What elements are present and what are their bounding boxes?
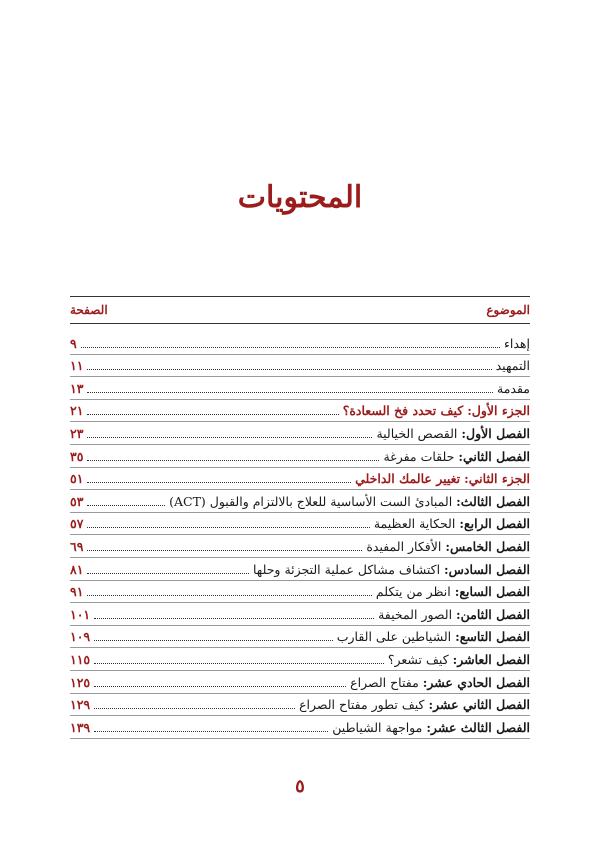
toc-row: [70, 603, 530, 626]
toc-row: [70, 513, 530, 536]
toc-entry-label: [299, 697, 530, 713]
toc-entry-text: كيف تطور مفتاح الصراع: [299, 697, 425, 713]
toc-entry-prefix: الفصل الثاني:: [458, 448, 530, 464]
toc-page-number: ٨١: [70, 561, 84, 577]
toc-row: [70, 332, 530, 355]
toc-entry-label: [374, 516, 530, 532]
toc-entry-text: انظر من يتكلم: [375, 584, 451, 600]
dot-leader: [87, 391, 493, 393]
toc-entry-label: [504, 336, 530, 352]
toc-entry-text: المبادئ الست الأساسية للعلاج بالالتزام والقبول (ACT): [169, 493, 453, 509]
dot-leader: [87, 368, 491, 370]
dot-leader: [94, 617, 374, 619]
toc-entry-label: [169, 494, 530, 510]
toc-entry-text: مقدمة: [497, 380, 530, 396]
toc-entry-text: تغيير عالمك الداخلي: [355, 471, 461, 487]
toc-entry-label: [366, 539, 530, 555]
toc-page-number: ٣٥: [70, 448, 84, 464]
toc-entry-prefix: الفصل الثامن:: [456, 606, 530, 622]
toc-entry-label: [343, 403, 530, 419]
toc-page-number: ٢١: [70, 403, 84, 419]
toc-page-number: ٥٧: [70, 516, 84, 532]
toc-entry-prefix: الفصل الحادي عشر:: [422, 674, 530, 690]
dot-leader: [87, 459, 379, 461]
toc-entry-label: [253, 562, 530, 578]
toc-page-number: ١٢٥: [70, 674, 91, 690]
dot-leader: [87, 594, 371, 596]
page-column-header: الصفحة: [70, 303, 108, 317]
toc-row: [70, 716, 530, 739]
toc-entry-text: الأفكار المفيدة: [366, 538, 442, 554]
toc-row: [70, 648, 530, 671]
toc-entry-text: كيف تحدد فخ السعادة؟: [342, 403, 464, 419]
toc-entry-label: [355, 471, 530, 487]
toc-entry-text: كيف تشعر؟: [387, 651, 449, 667]
toc-entry-prefix: الجزء الأول:: [467, 403, 530, 419]
toc-header: [70, 296, 530, 324]
toc-part-row: [70, 400, 530, 423]
toc-entry-prefix: الفصل الثاني عشر:: [428, 697, 530, 713]
toc-page-number: ١٢٩: [70, 697, 91, 713]
toc-entry-label: [497, 381, 530, 397]
dot-leader: [87, 572, 249, 574]
toc-row: [70, 445, 530, 468]
page-title: المحتويات: [237, 180, 363, 215]
toc-page-number: ٥٣: [70, 493, 84, 509]
dot-leader: [94, 662, 384, 664]
dot-leader: [94, 730, 328, 732]
toc-row: [70, 626, 530, 649]
toc-entry-label: [388, 652, 530, 668]
toc-entry-label: [337, 629, 530, 645]
toc-page-number: ٦٩: [70, 538, 84, 554]
toc-page-number: ١٣٩: [70, 719, 91, 735]
dot-leader: [87, 549, 362, 551]
toc-entry-label: [376, 584, 530, 600]
toc-entry-text: الصور المخيفة: [378, 606, 453, 622]
toc-page-number: ٩١: [70, 584, 84, 600]
toc-entry-label: [496, 358, 530, 374]
dot-leader: [87, 436, 372, 438]
toc-part-row: [70, 468, 530, 491]
dot-leader: [87, 504, 165, 506]
dot-leader: [87, 481, 351, 483]
toc-entry-text: مواجهة الشياطين: [332, 719, 423, 735]
toc-entry-text: الشياطين على القارب: [336, 629, 452, 645]
toc-page-number: ١٣: [70, 380, 84, 396]
dot-leader: [94, 707, 295, 709]
dot-leader: [87, 526, 369, 528]
toc-row: [70, 422, 530, 445]
toc-entry-prefix: الفصل الثالث عشر:: [426, 719, 530, 735]
subject-column-header: الموضوع: [486, 303, 530, 317]
toc-entry-prefix: الفصل الرابع:: [459, 516, 530, 532]
toc-entry-prefix: الفصل التاسع:: [455, 629, 530, 645]
toc-entry-prefix: الفصل الأول:: [461, 425, 530, 441]
toc-entry-prefix: الفصل السابع:: [454, 584, 530, 600]
toc-row: [70, 558, 530, 581]
toc-entry-text: مفتاح الصراع: [350, 674, 419, 690]
dot-leader: [87, 413, 338, 415]
toc-entry-prefix: الفصل الخامس:: [445, 538, 530, 554]
toc-entry-label: [350, 675, 530, 691]
page-number: ٥: [295, 776, 305, 797]
toc-page-number: ١٠٩: [70, 629, 91, 645]
toc-row: [70, 490, 530, 513]
toc-row: [70, 671, 530, 694]
toc-row: [70, 535, 530, 558]
toc-entry-text: الحكاية العظيمة: [373, 516, 456, 532]
toc-entry-label: [383, 449, 530, 465]
toc-page-number: ٥١: [70, 471, 84, 487]
toc-entry-prefix: الفصل العاشر:: [452, 651, 530, 667]
dot-leader: [94, 685, 346, 687]
toc-page-number: ٢٣: [70, 425, 84, 441]
toc-row: [70, 581, 530, 604]
dot-leader: [94, 639, 333, 641]
toc-row: [70, 355, 530, 378]
toc-page-number: ١٠١: [70, 606, 91, 622]
toc-entry-text: حلقات مفرغة: [383, 448, 455, 464]
toc-entry-prefix: الفصل الثالث:: [456, 493, 530, 509]
toc-entry-label: [378, 607, 530, 623]
toc-entry-text: اكتشاف مشاكل عملية التجزئة وحلها: [253, 561, 441, 577]
toc-entry-prefix: الفصل السادس:: [444, 561, 530, 577]
toc-entry-label: [332, 720, 530, 736]
toc-row: [70, 694, 530, 717]
toc-entry-label: [376, 426, 530, 442]
toc-row: [70, 377, 530, 400]
dot-leader: [81, 346, 500, 348]
toc-entry-text: القصص الخيالية: [376, 425, 458, 441]
toc-page-number: ٩: [70, 335, 77, 351]
toc-entry-text: التمهيد: [495, 358, 530, 374]
table-of-contents: [70, 332, 530, 739]
toc-page-number: ١١: [70, 358, 84, 374]
toc-entry-prefix: الجزء الثاني:: [464, 471, 530, 487]
toc-entry-text: إهداء: [504, 335, 530, 351]
toc-page-number: ١١٥: [70, 651, 91, 667]
